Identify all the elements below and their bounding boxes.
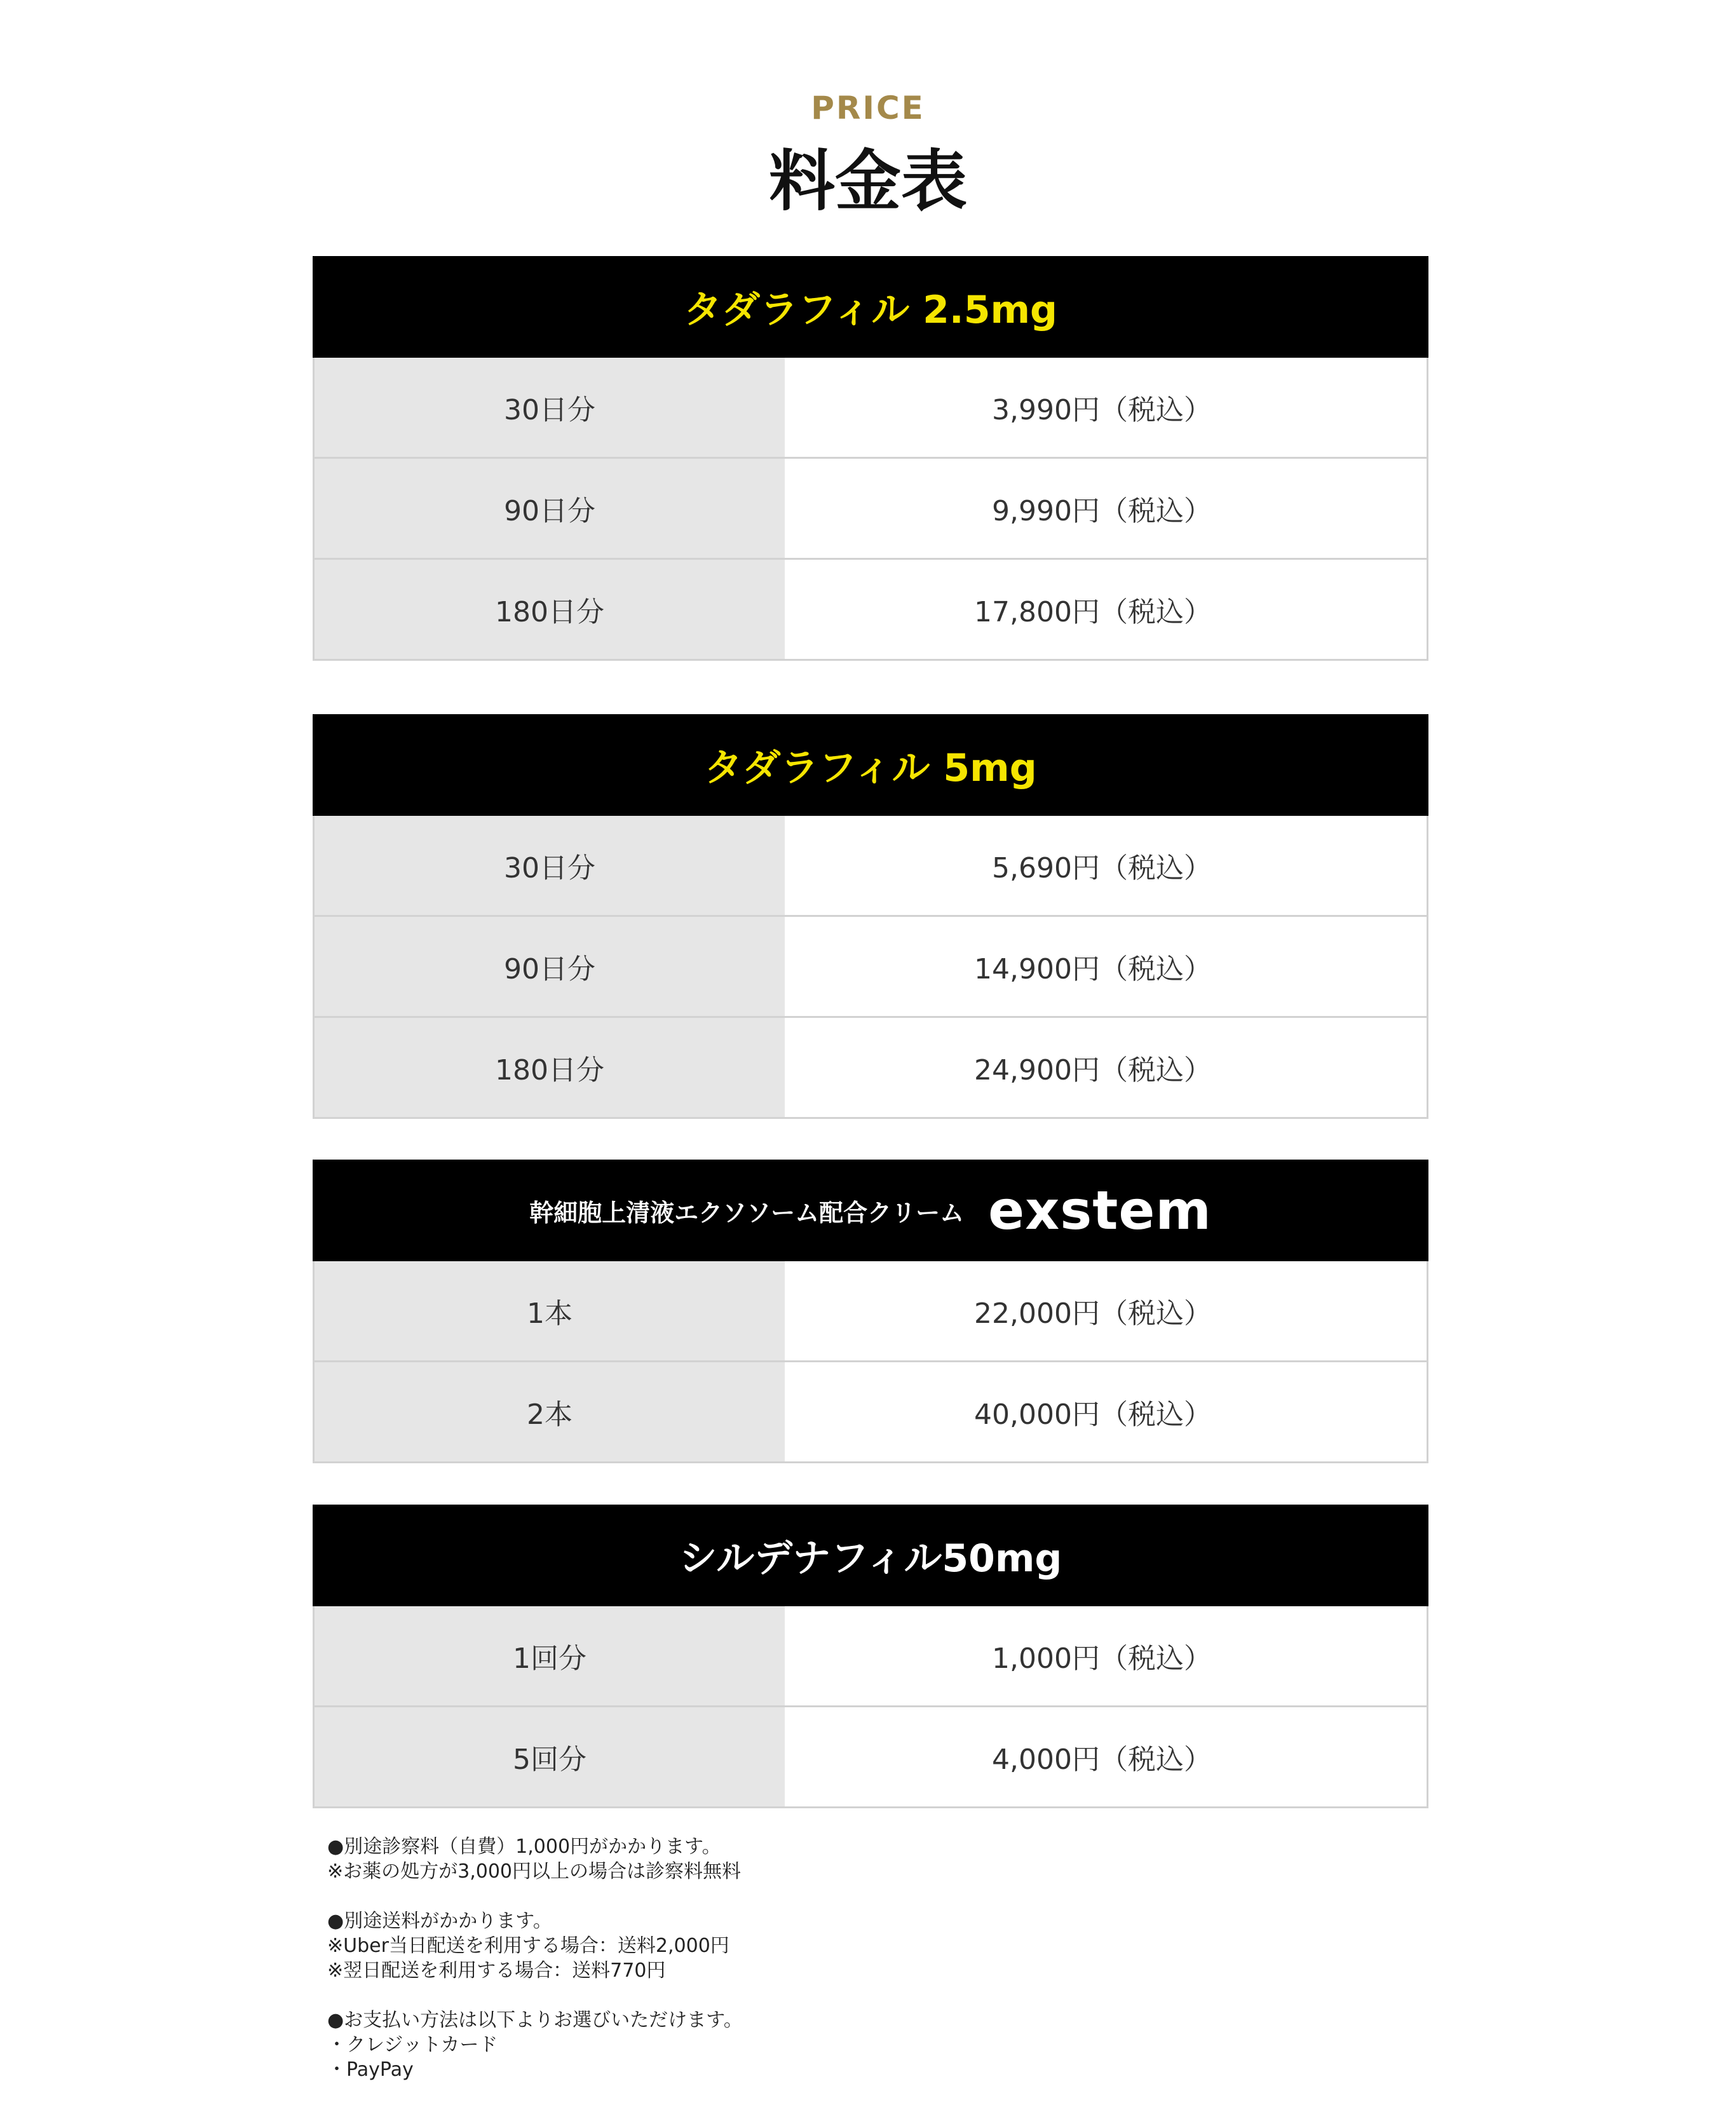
price-table-tadalafil-2-5mg xyxy=(313,256,1428,661)
table-title: シルデナフィル50mg xyxy=(679,1536,1062,1581)
table-row xyxy=(315,457,1427,558)
quantity-cell: 180日分 xyxy=(315,1018,785,1117)
table-row xyxy=(315,1016,1427,1117)
price-table-tadalafil-5mg xyxy=(313,714,1428,1119)
price-cell: 14,900円（税込） xyxy=(785,917,1427,1016)
spacer xyxy=(327,1884,1344,1909)
note-payment-credit: ・クレジットカード xyxy=(327,2034,498,2056)
quantity-cell: 5回分 xyxy=(315,1707,785,1806)
note-payment-paypay: ・PayPay xyxy=(327,2059,414,2081)
quantity-cell: 2本 xyxy=(315,1362,785,1461)
price-cell: 17,800円（税込） xyxy=(785,560,1427,659)
price-table-exstem xyxy=(313,1160,1428,1463)
price-table-sildenafil-50mg xyxy=(313,1505,1428,1808)
table-row xyxy=(315,1261,1427,1360)
table-row xyxy=(315,1606,1427,1705)
spacer xyxy=(327,1983,1344,2008)
table-subtitle: 幹細胞上清液エクソソーム配合クリーム xyxy=(529,1198,965,1227)
table-row xyxy=(315,558,1427,659)
note-shipping-uber: ※Uber当日配送を利用する場合：送料2,000円 xyxy=(327,1935,729,1957)
price-cell: 9,990円（税込） xyxy=(785,459,1427,558)
section-eyebrow: PRICE xyxy=(811,90,925,126)
note-consultation-free: ※お薬の処方が3,000円以上の場合は診察料無料 xyxy=(327,1860,742,1883)
price-cell: 3,990円（税込） xyxy=(785,358,1427,457)
price-cell: 4,000円（税込） xyxy=(785,1707,1427,1806)
table-row xyxy=(315,816,1427,915)
quantity-cell: 30日分 xyxy=(315,358,785,457)
table-title: タダラフィル 5mg xyxy=(704,746,1037,790)
table-header xyxy=(313,714,1428,816)
table-title: タダラフィル 2.5mg xyxy=(684,288,1057,332)
quantity-cell: 30日分 xyxy=(315,816,785,915)
table-row xyxy=(315,915,1427,1016)
table-header xyxy=(313,1505,1428,1606)
table-row xyxy=(315,1360,1427,1461)
price-cell: 40,000円（税込） xyxy=(785,1362,1427,1461)
quantity-cell: 180日分 xyxy=(315,560,785,659)
price-cell: 1,000円（税込） xyxy=(785,1606,1427,1705)
note-shipping: ●別途送料がかかります。 xyxy=(327,1910,552,1932)
price-cell: 5,690円（税込） xyxy=(785,816,1427,915)
table-row xyxy=(315,358,1427,457)
table-header xyxy=(313,256,1428,358)
quantity-cell: 1本 xyxy=(315,1261,785,1360)
brand-name: exstem xyxy=(988,1179,1212,1242)
price-cell: 24,900円（税込） xyxy=(785,1018,1427,1117)
table-row xyxy=(315,1705,1427,1806)
price-section-header xyxy=(0,89,1736,222)
quantity-cell: 1回分 xyxy=(315,1606,785,1705)
quantity-cell: 90日分 xyxy=(315,459,785,558)
price-notes xyxy=(327,1834,1344,2082)
note-payment: ●お支払い方法は以下よりお選びいただけます。 xyxy=(327,2009,743,2031)
table-header xyxy=(313,1160,1428,1261)
quantity-cell: 90日分 xyxy=(315,917,785,1016)
note-consultation-fee: ●別途診察料（自費）1,000円がかかります。 xyxy=(327,1836,721,1858)
page-title: 料金表 xyxy=(768,142,967,220)
price-cell: 22,000円（税込） xyxy=(785,1261,1427,1360)
note-shipping-next-day: ※翌日配送を利用する場合：送料770円 xyxy=(327,1960,666,1982)
